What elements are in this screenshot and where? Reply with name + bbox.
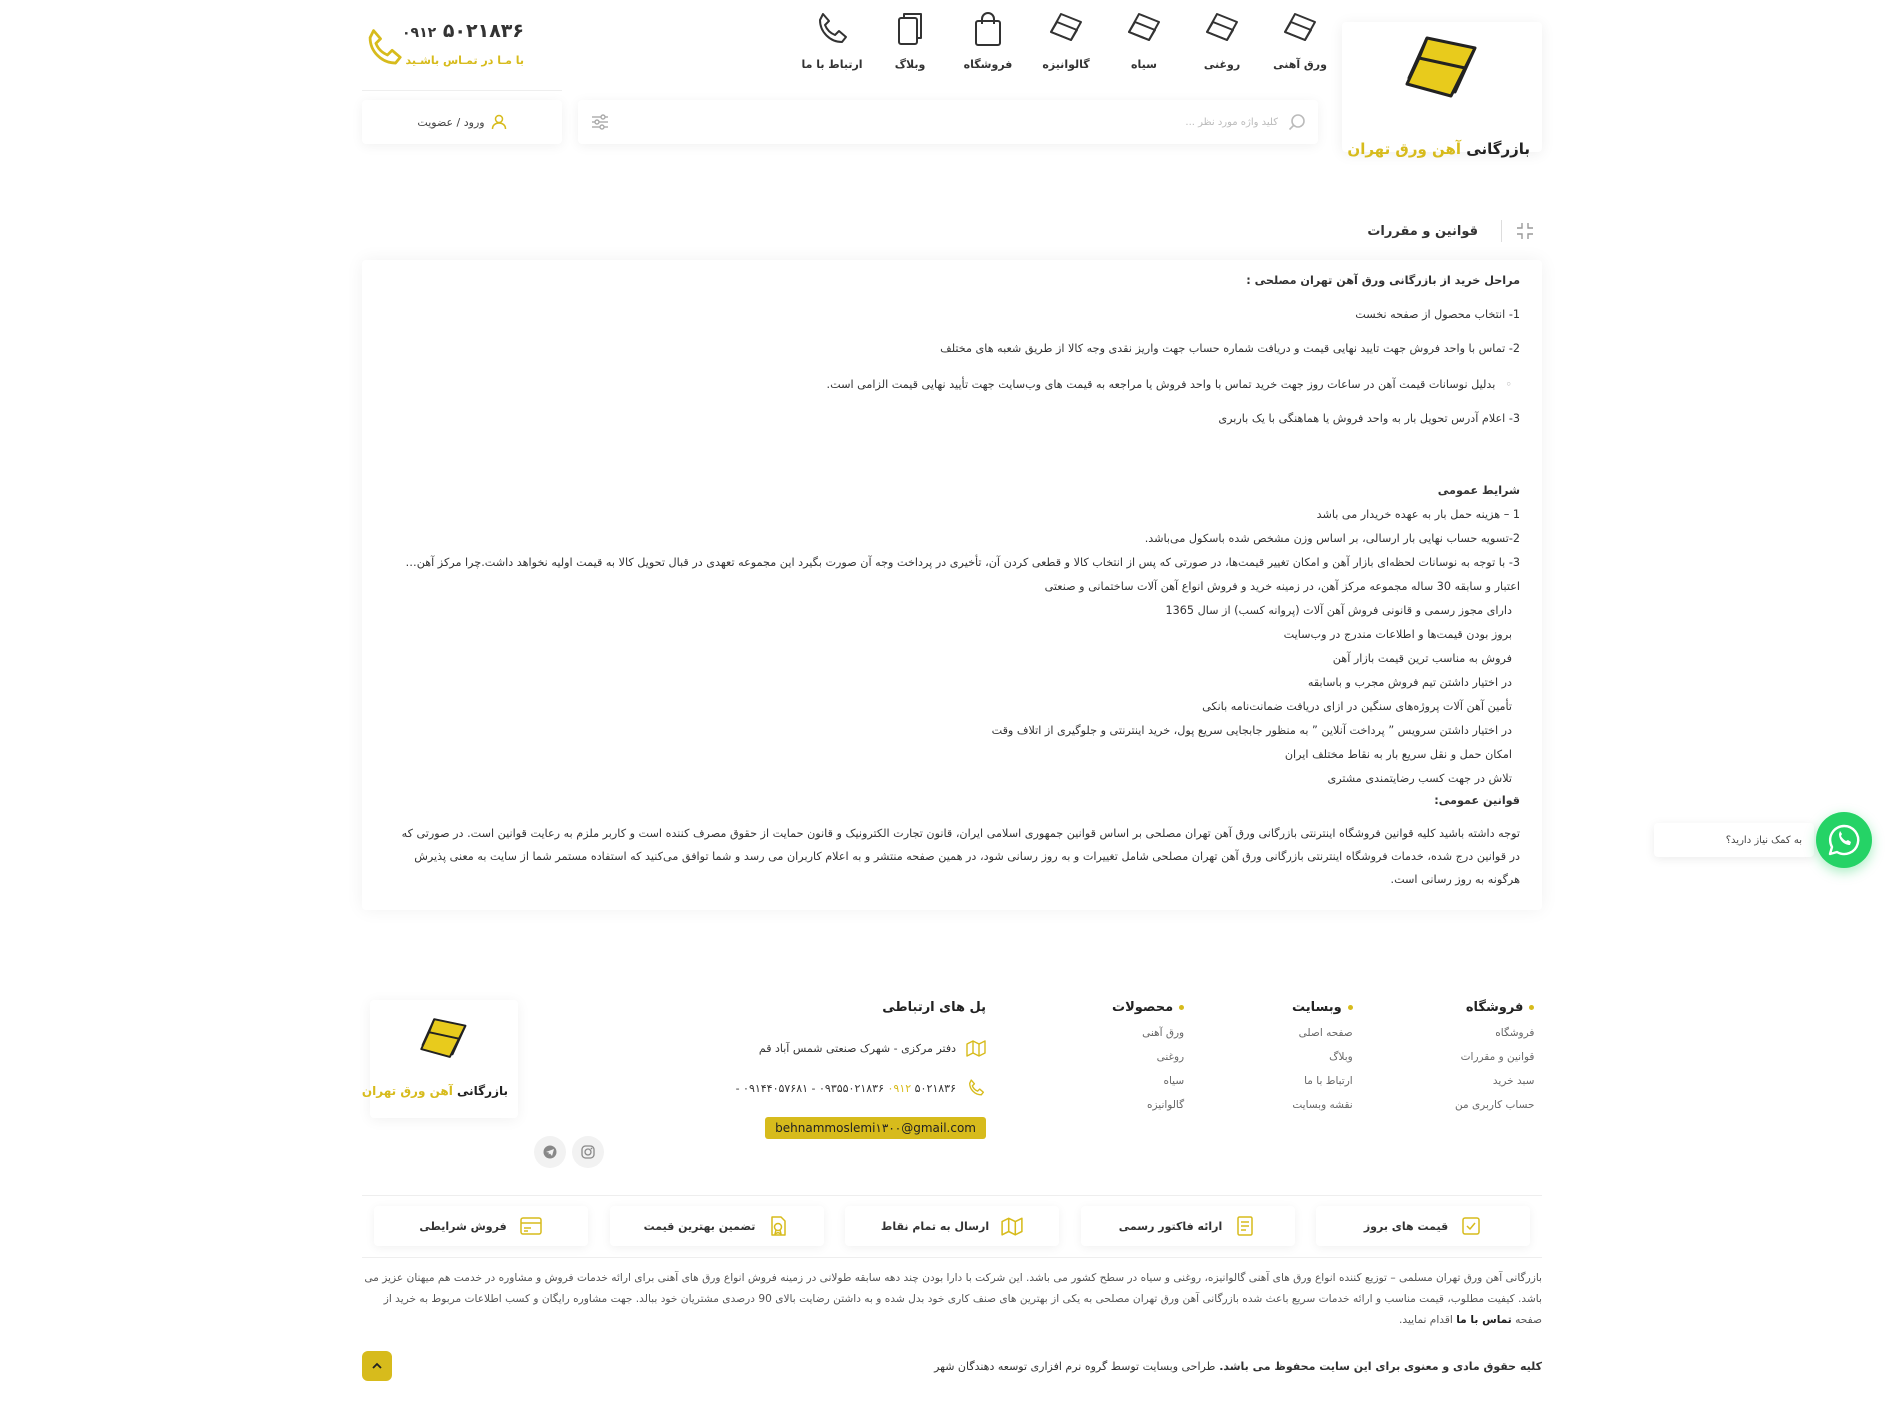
contact-phones[interactable] xyxy=(736,1078,986,1098)
whatsapp-button[interactable] xyxy=(1816,812,1872,868)
instagram-button[interactable] xyxy=(572,1136,604,1168)
general-terms-title: شرایط عمومی xyxy=(1437,484,1520,497)
feature-list-item: دارای مجوز رسمی و قانونی فروش آهن آلات (پروانه کسب) از سال 1365 xyxy=(1165,604,1512,617)
about-end: اقدام نمایید. xyxy=(1399,1314,1457,1326)
footer-link[interactable]: نقشه وبسایت xyxy=(1292,1099,1353,1111)
footer-logo-text xyxy=(362,1084,508,1098)
whatsapp-bubble[interactable]: به کمک نیاز دارید؟ xyxy=(1654,823,1814,857)
phone-subtitle: با مـا در تمـاس باشـید xyxy=(405,54,524,67)
nav-label: روغنی xyxy=(1203,58,1241,71)
feature-label: قیمت های بروز xyxy=(1363,1219,1449,1233)
user-icon xyxy=(491,114,507,130)
nav-label: ارتباط با ما xyxy=(801,58,863,71)
contact-us-link[interactable]: تماس با ما xyxy=(1456,1314,1512,1326)
general-laws-title: قوانین عمومی: xyxy=(1434,794,1520,807)
phone-main: ۵۰۲۱۸۳۶ xyxy=(442,20,524,42)
footer-col-title-text: محصولات xyxy=(1112,1000,1174,1015)
general-term-4: اعتبار و سابقه 30 ساله مجموعه مرکز آهن، در زمینه خرید و فروش انواع آهن آلات ساختمانی و صنعتی xyxy=(1044,580,1520,593)
feature-list-item: تلاش در جهت کسب رضایتمندی مشتری xyxy=(1327,772,1512,785)
feature-label: تضمین بهترین قیمت xyxy=(643,1219,756,1233)
header-phone[interactable] xyxy=(362,20,542,80)
instagram-icon xyxy=(581,1145,595,1159)
nav-label: وبلاگ xyxy=(894,58,926,71)
nav-label: گالوانیزه xyxy=(1042,58,1090,71)
filter-icon[interactable] xyxy=(590,112,610,132)
whatsapp-icon xyxy=(1827,823,1861,857)
phone-icon xyxy=(813,10,851,48)
feature-official-invoice xyxy=(1081,1206,1295,1246)
search-bar xyxy=(578,100,1318,144)
phones-rest: - ۰۹۱۴۴۰۵۷۶۸۱ - ۰۹۳۵۵۰۲۱۸۳۶ xyxy=(735,1081,884,1095)
contact-address xyxy=(759,1038,986,1058)
general-term-1: 1 – هزینه حمل بار به عهده خریدار می باشد xyxy=(1316,508,1520,521)
footer-col-title xyxy=(1292,1000,1353,1015)
nav-item-shop[interactable] xyxy=(952,10,1024,85)
login-button[interactable] xyxy=(362,100,562,144)
phone-prefix: ۰۹۱۲ xyxy=(887,1081,912,1095)
logo-text xyxy=(1347,140,1530,158)
footer-link[interactable]: ارتباط با ما xyxy=(1304,1075,1353,1087)
phone-prefix: ۰۹۱۲ xyxy=(402,25,437,41)
nav-item-contact[interactable] xyxy=(796,10,868,85)
phone-icon xyxy=(966,1078,986,1098)
footer-link[interactable]: حساب کاربری من xyxy=(1455,1099,1535,1111)
nav-item-blog[interactable] xyxy=(874,10,946,85)
footer-col-title xyxy=(1455,1000,1534,1015)
copyright xyxy=(362,1360,1542,1373)
page-title: قوانین و مقررات xyxy=(1367,224,1478,239)
footer-link[interactable]: سبد خرید xyxy=(1492,1075,1535,1087)
about-text xyxy=(362,1268,1542,1331)
footer-link[interactable]: فروشگاه xyxy=(1495,1027,1535,1039)
footer-logo[interactable] xyxy=(361,1000,518,1118)
nav-item-sheet-iron[interactable] xyxy=(1264,10,1336,85)
sheet-icon xyxy=(1281,10,1319,48)
footer-col-title-text: فروشگاه xyxy=(1465,1000,1524,1015)
feature-label: ارائه فاکتور رسمی xyxy=(1118,1219,1223,1233)
feature-nationwide-shipping xyxy=(845,1206,1059,1246)
step-2: 2- تماس با واحد فروش جهت تایید نهایی قیمت و دریافت شماره حساب جهت واریز نقدی وجه کالا از طریق شعبه های مختلف xyxy=(940,342,1520,355)
footer-col-title-text: وبسایت xyxy=(1292,1000,1342,1015)
phone-number xyxy=(402,20,524,42)
feature-label: ارسال به تمام نقاط xyxy=(880,1219,990,1233)
bullet-icon xyxy=(1529,1005,1534,1010)
email-link[interactable]: behnammoslemi۱۳۰۰@gmail.com xyxy=(765,1117,986,1139)
footer-divider xyxy=(362,1257,1542,1258)
general-laws-text: توجه داشته باشید کلیه قوانین فروشگاه اینترنتی بازرگانی ورق آهن تهران مصلحی بر اساس قوانین جمهوری اسلامی ایران، قانون تجارت الکترونیک و قانون حمایت از حقوق مصرف کننده است و کاربر ملزم به رعایت قوانین است. در صورتی که در قوانین درج شده، خدمات فروشگاه اینترنتی بازرگانی ورق آهن تهران مصلحی شامل تغییرات و به روز رسانی شود، در همین صفحه منتشر و به اعلام کاربران می رسد و شما توافق می‌کنید که استفاده مستمر شما از سایت به معنی پذیرش هرگونه به روز رسانی است. xyxy=(401,827,1520,886)
nav-item-black[interactable] xyxy=(1108,10,1180,85)
compress-icon xyxy=(1516,222,1534,240)
footer-link[interactable]: گالوانیزه xyxy=(1147,1099,1185,1111)
copyright-text: کلیه حقوق مادی و معنوی برای این سایت محفوظ می باشد. xyxy=(1219,1360,1542,1373)
search-input[interactable] xyxy=(878,110,1278,134)
invoice-icon xyxy=(1234,1215,1256,1237)
nav-label: ورق آهنی xyxy=(1273,58,1327,71)
nav-label: سیاه xyxy=(1131,58,1157,71)
feature-list-item: در اختیار داشتن سرویس ” پرداخت آنلاین ” به منظور جابجایی سریع پول، خرید اینترنتی و جلوگیری از اتلاف وقت xyxy=(991,724,1512,737)
sheet-icon xyxy=(1047,10,1085,48)
footer-logo-yellow: آهن ورق تهران xyxy=(361,1084,453,1098)
terms-content xyxy=(362,260,1542,910)
header-separator xyxy=(1501,220,1502,242)
footer-contact xyxy=(680,1000,986,1135)
feature-list-item: بروز بودن قیمت‌ها و اطلاعات مندرج در وب‌سایت xyxy=(1283,628,1512,641)
phones-text xyxy=(736,1082,956,1095)
nav-item-galvanized[interactable] xyxy=(1030,10,1102,85)
main-nav xyxy=(796,10,1336,85)
chevron-up-icon xyxy=(371,1360,383,1372)
footer-link[interactable]: روغنی xyxy=(1156,1051,1185,1063)
feature-list-item: تأمین آهن آلات پروژه‌های سنگین در ازای دریافت ضمانت‌نامه بانکی xyxy=(1202,700,1512,713)
phone-icon xyxy=(362,26,406,70)
contact-title: پل های ارتباطی xyxy=(882,1000,986,1015)
bullet-icon xyxy=(1348,1005,1353,1010)
step-2-note: ◦ بدلیل نوسانات قیمت آهن در ساعات روز جهت خرید تماس با واحد فروش یا مراجعه به قیمت های وب‌سایت جهت تأیید نهایی قیمت الزامی است. xyxy=(827,378,1512,391)
site-logo[interactable] xyxy=(1342,22,1542,158)
feature-installment-sale xyxy=(374,1206,588,1246)
general-term-2: 2-تسویه حساب نهایی بار ارسالی، بر اساس وزن مشخص شده باسکول می‌باشد. xyxy=(1144,532,1520,545)
phone-main: ۵۰۲۱۸۳۶ xyxy=(914,1081,956,1095)
footer-link[interactable]: ورق آهنی xyxy=(1142,1027,1185,1039)
nav-item-oily[interactable] xyxy=(1186,10,1258,85)
map-icon xyxy=(966,1038,986,1058)
map-icon xyxy=(1001,1215,1023,1237)
logo-icon xyxy=(414,1014,474,1066)
sheet-icon xyxy=(1125,10,1163,48)
address-text: دفتر مرکزی - شهرک صنعتی شمس آباد قم xyxy=(758,1041,956,1055)
footer-col-products xyxy=(1112,1000,1184,1123)
feature-list-item: در اختیار داشتن تیم فروش مجرب و باسابقه xyxy=(1307,676,1512,689)
guarantee-icon xyxy=(767,1215,789,1237)
header-divider xyxy=(362,90,562,91)
design-credit: طراحی وبسایت توسط گروه نرم افزاری توسعه دهندگان شهر xyxy=(934,1360,1216,1373)
footer-col-title xyxy=(1112,1000,1184,1015)
bullet-icon xyxy=(1179,1005,1184,1010)
page-header xyxy=(362,210,1542,250)
logo-icon xyxy=(1397,30,1487,110)
feature-best-price xyxy=(610,1206,824,1246)
nav-label: فروشگاه xyxy=(963,58,1013,71)
feature-updated-prices xyxy=(1316,1206,1530,1246)
login-label: ورود / عضویت xyxy=(417,115,485,129)
footer-link[interactable]: قوانین و مقررات xyxy=(1460,1051,1535,1063)
footer-link[interactable]: وبلاگ xyxy=(1329,1051,1353,1063)
footer-link[interactable]: سیاه xyxy=(1163,1075,1185,1087)
bag-icon xyxy=(969,10,1007,48)
footer-link[interactable]: صفحه اصلی xyxy=(1298,1027,1353,1039)
step-3: 3- اعلام آدرس تحویل بار به واحد فروش یا هماهنگی با یک باربری xyxy=(1218,412,1520,425)
purchase-steps-title: مراحل خرید از بازرگانی ورق آهن تهران مصلحی : xyxy=(1246,274,1520,287)
scroll-to-top-button[interactable] xyxy=(362,1351,392,1381)
feature-list-item: امکان حمل و نقل سریع بار به نقاط مختلف ایران xyxy=(1284,748,1512,761)
footer-col-website xyxy=(1292,1000,1353,1123)
features-row xyxy=(374,1206,1530,1246)
card-icon xyxy=(519,1215,543,1237)
sheet-icon xyxy=(1203,10,1241,48)
feature-list-item: فروش به مناسب ترین قیمت بازار آهن xyxy=(1332,652,1512,665)
footer-divider xyxy=(362,1195,1542,1196)
pages-icon xyxy=(891,10,929,48)
price-tag-icon xyxy=(1460,1215,1482,1237)
logo-text-yellow: آهن ورق تهران xyxy=(1347,140,1462,158)
footer-logo-dark: بازرگانی xyxy=(457,1084,508,1098)
search-icon[interactable] xyxy=(1288,113,1306,131)
general-term-3: 3- با توجه به نوسانات لحظه‌ای بازار آهن و امکان تغییر قیمت‌ها، در صورتی که پس از انتخاب کالا و قطعی کردن آن، تأخیری در پرداخت وجه آن صورت بگیرد این مجموعه تعهدی در قبال تحویل کالا به قیمت اولیه نخواهد داشت.چرا مرکز آهن… xyxy=(405,556,1520,569)
logo-text-dark: بازرگانی xyxy=(1466,140,1530,158)
footer-col-shop xyxy=(1455,1000,1534,1123)
step-1: 1- انتخاب محصول از صفحه نخست xyxy=(1355,308,1520,321)
telegram-button[interactable] xyxy=(534,1136,566,1168)
feature-label: فروش شرایطی xyxy=(419,1219,507,1233)
about-body: بازرگانی آهن ورق تهران مسلمی – توزیع کننده انواع ورق های آهنی گالوانیزه، روغنی و سیاه در سطح کشور می باشد. این شرکت با دارا بودن چند دهه سابقه طولانی در زمینه فروش انواع ورق های آهنی برای ارائه خدمات فروش و مشاوره در خدمت هم میهنان عزیز می باشد. کیفیت مطلوب، قیمت مناسب و ارائه خدمات سریع باعث شده بازرگانی آهن ورق تهران مصلحی به یکی از بهترین های صنف کاری خود بدل شده و به داشتن رضایت بالای 90 درصدی مشتریان خود ببالد. جهت مشاوره رایگان و کسب اطلاعات مربوط به خرید از صفحه xyxy=(364,1272,1542,1326)
telegram-icon xyxy=(543,1145,557,1159)
